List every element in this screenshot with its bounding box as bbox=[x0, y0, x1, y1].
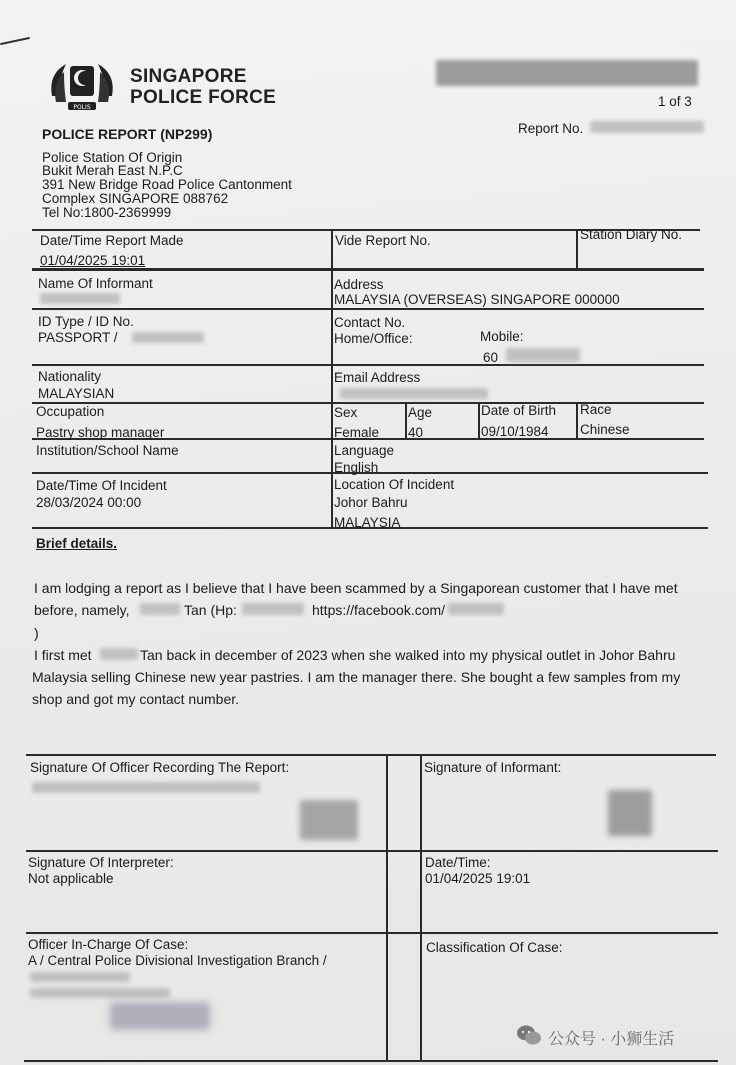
incident-datetime-value: 28/03/2024 00:00 bbox=[36, 495, 142, 510]
oic-signature-scribble bbox=[110, 1002, 210, 1030]
redacted-suspect-name-2 bbox=[100, 648, 138, 660]
interpreter-signature-value: Not applicable bbox=[28, 871, 114, 886]
redacted-suspect-firstname bbox=[140, 603, 180, 615]
home-office-label: Home/Office: bbox=[334, 331, 413, 346]
mobile-prefix: 60 bbox=[483, 350, 499, 365]
vide-report-label: Vide Report No. bbox=[335, 233, 431, 248]
form-vertical-diary bbox=[576, 229, 578, 269]
redacted-suspect-phone bbox=[242, 603, 304, 615]
sig-top-line bbox=[26, 754, 716, 756]
language-label: Language bbox=[334, 443, 395, 458]
sig-datetime-label: Date/Time: bbox=[425, 855, 491, 870]
incident-location-line2: MALAYSIA bbox=[334, 515, 401, 530]
brand-line2: POLICE FORCE bbox=[130, 87, 277, 108]
redacted-oic-name bbox=[30, 972, 130, 982]
brand-line1: SINGAPORE bbox=[130, 66, 247, 87]
redacted-passport-no bbox=[132, 332, 204, 343]
redacted-header-id bbox=[436, 60, 698, 86]
form-vertical-age bbox=[405, 402, 407, 438]
occupation-label: Occupation bbox=[36, 404, 105, 419]
race-value: Chinese bbox=[580, 422, 630, 437]
id-type-value: PASSPORT / bbox=[38, 330, 118, 345]
sex-value: Female bbox=[334, 425, 380, 440]
brief-line4b: Tan back in december of 2023 when she walked into my physical outlet in Johor Bahru bbox=[140, 647, 676, 663]
brief-line2c: https://facebook.com/ bbox=[312, 602, 446, 618]
age-value: 40 bbox=[408, 425, 424, 440]
datetime-report-value: 01/04/2025 19:01 bbox=[40, 253, 146, 268]
redacted-mobile bbox=[506, 348, 580, 362]
sig-line-2 bbox=[26, 850, 718, 852]
logo-text: POLIS bbox=[73, 104, 91, 111]
officer-in-charge-label: Officer In-Charge Of Case: bbox=[28, 937, 189, 952]
form-vertical-race bbox=[576, 402, 578, 438]
email-label: Email Address bbox=[334, 370, 421, 385]
station-name: Bukit Merah East N.P.C bbox=[42, 163, 183, 178]
sig-line-3 bbox=[26, 932, 718, 934]
station-address-line1: 391 New Bridge Road Police Cantonment bbox=[42, 177, 292, 192]
datetime-report-label: Date/Time Report Made bbox=[40, 233, 184, 248]
redacted-report-no bbox=[590, 121, 704, 133]
informant-signature-label: Signature of Informant: bbox=[424, 760, 562, 775]
redacted-oic-name-2 bbox=[30, 988, 170, 998]
station-heading: Police Station Of Origin bbox=[42, 150, 183, 165]
interpreter-signature-label: Signature Of Interpreter: bbox=[28, 855, 174, 870]
page-number: 1 of 3 bbox=[658, 94, 692, 109]
sig-vertical-left bbox=[386, 754, 388, 1062]
sex-label: Sex bbox=[334, 405, 358, 420]
officer-signature-label: Signature Of Officer Recording The Report: bbox=[30, 760, 290, 775]
mobile-label: Mobile: bbox=[480, 329, 524, 344]
redacted-informant-name bbox=[40, 293, 120, 304]
nationality-label: Nationality bbox=[38, 369, 102, 384]
incident-location-label: Location Of Incident bbox=[334, 477, 455, 492]
brief-line2a: before, namely, bbox=[34, 602, 130, 618]
sig-vertical-right bbox=[420, 754, 422, 1062]
classification-label: Classification Of Case: bbox=[426, 940, 563, 955]
id-type-label: ID Type / ID No. bbox=[38, 314, 134, 329]
incident-datetime-label: Date/Time Of Incident bbox=[36, 478, 167, 493]
contact-no-label: Contact No. bbox=[334, 315, 406, 330]
report-no-label: Report No. bbox=[518, 121, 584, 136]
brief-line4a: I first met bbox=[34, 647, 92, 663]
dob-label: Date of Birth bbox=[481, 403, 557, 418]
station-tel: Tel No:1800-2369999 bbox=[42, 205, 172, 220]
redacted-email bbox=[340, 388, 488, 399]
race-label: Race bbox=[580, 402, 612, 417]
officer-signature-scribble bbox=[300, 800, 358, 840]
wechat-icon bbox=[516, 1024, 542, 1046]
informant-name-label: Name Of Informant bbox=[38, 276, 153, 291]
redacted-facebook-id bbox=[448, 603, 504, 615]
spf-crest-logo bbox=[44, 56, 120, 124]
redacted-officer-name bbox=[32, 782, 260, 793]
station-diary-label: Station Diary No. bbox=[580, 227, 683, 242]
report-title: POLICE REPORT (NP299) bbox=[42, 126, 213, 142]
brief-line3: ) bbox=[34, 625, 39, 641]
address-label: Address bbox=[334, 277, 384, 292]
address-value: MALAYSIA (OVERSEAS) SINGAPORE 000000 bbox=[334, 292, 620, 307]
nationality-value: MALAYSIAN bbox=[38, 386, 115, 401]
form-line-4 bbox=[32, 364, 704, 366]
language-value: English bbox=[334, 460, 379, 475]
informant-signature-scribble bbox=[608, 790, 652, 836]
occupation-value: Pastry shop manager bbox=[36, 425, 165, 440]
brief-details-heading: Brief details. bbox=[36, 536, 118, 551]
sig-bottom-line bbox=[24, 1060, 718, 1062]
form-line-3 bbox=[32, 308, 704, 310]
pen-mark bbox=[0, 37, 30, 45]
station-address-line2: Complex SINGAPORE 088762 bbox=[42, 191, 229, 206]
form-vertical-main bbox=[331, 229, 333, 527]
age-label: Age bbox=[408, 405, 433, 420]
brief-line6: shop and got my contact number. bbox=[32, 691, 240, 707]
sig-datetime-value: 01/04/2025 19:01 bbox=[425, 871, 531, 886]
institution-label: Institution/School Name bbox=[36, 443, 179, 458]
brief-line5: Malaysia selling Chinese new year pastries. I am the manager there. She bought a few samples from my bbox=[32, 669, 681, 685]
dob-value: 09/10/1984 bbox=[481, 424, 549, 439]
officer-in-charge-value: A / Central Police Divisional Investigation Branch / bbox=[28, 953, 327, 968]
form-vertical-dob bbox=[478, 402, 480, 438]
watermark-text: 公众号 · 小狮生活 bbox=[548, 1031, 675, 1048]
brief-line1: I am lodging a report as I believe that I have been scammed by a Singaporean customer that I have met bbox=[34, 580, 678, 596]
incident-location-line1: Johor Bahru bbox=[334, 495, 408, 510]
brief-line2b: Tan (Hp: bbox=[184, 602, 237, 618]
